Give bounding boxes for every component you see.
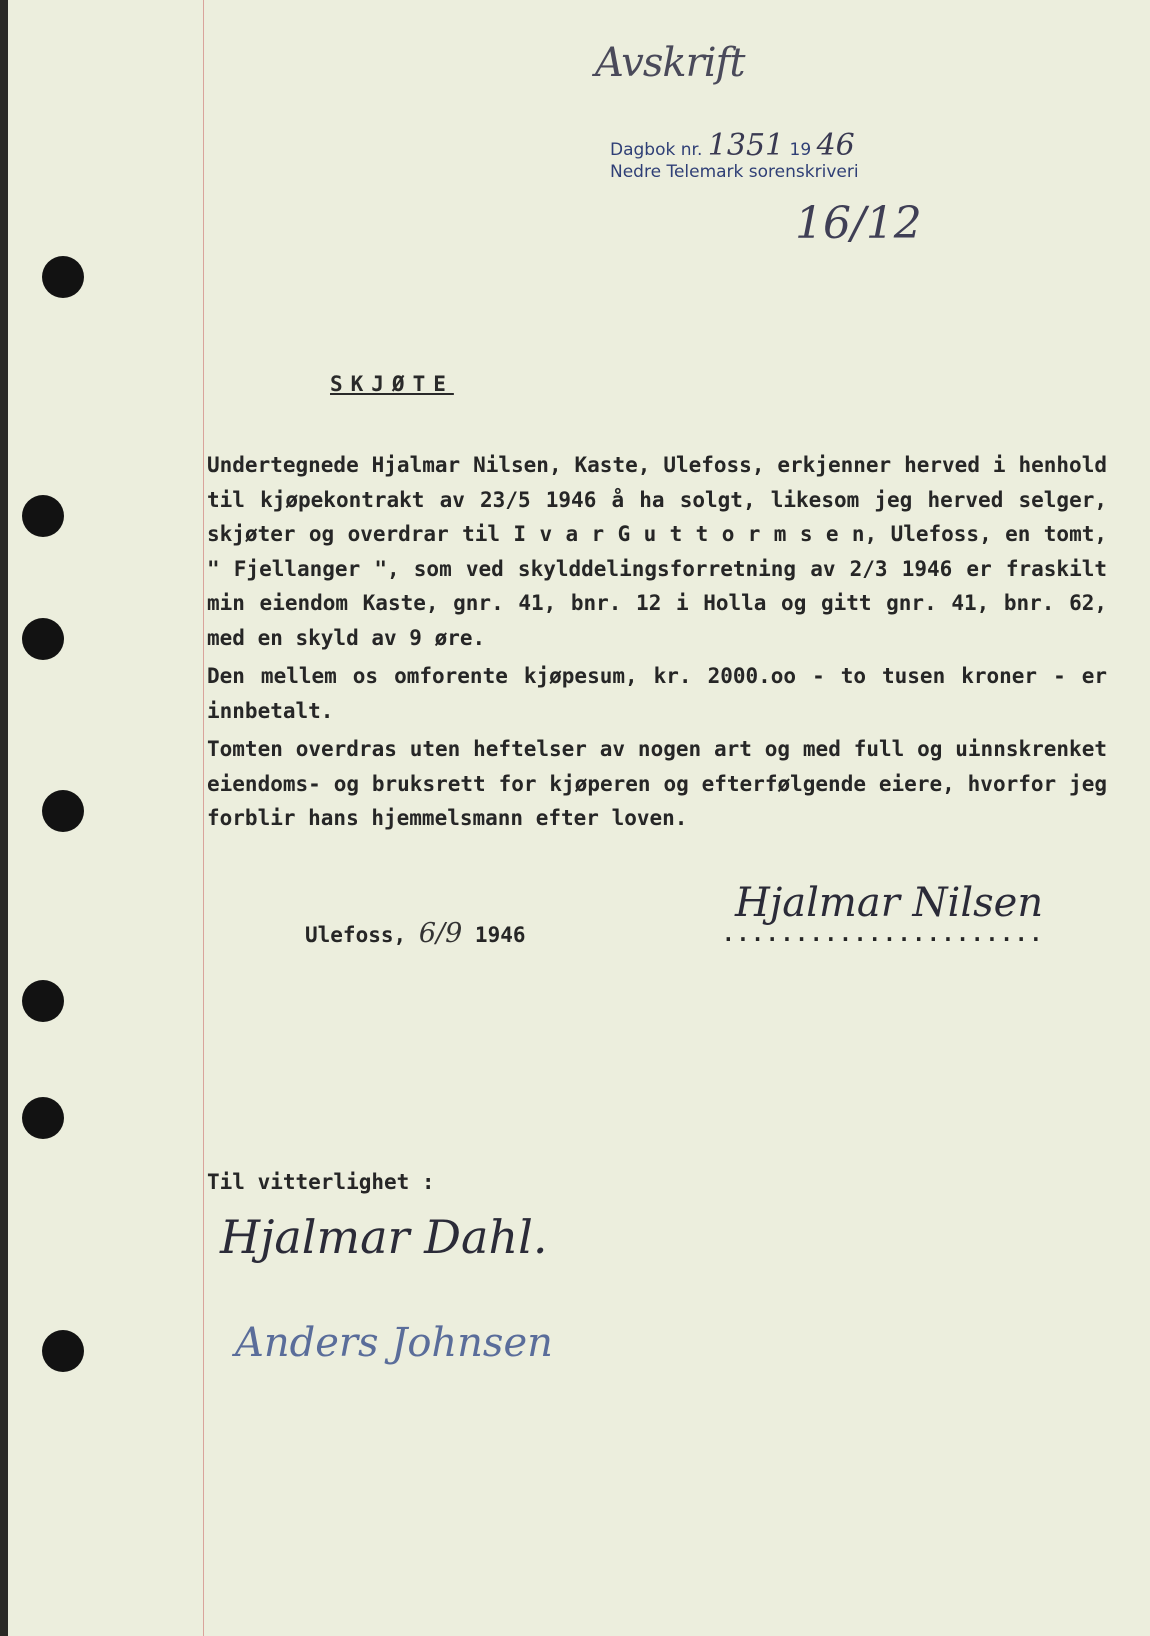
punch-hole [42,790,84,832]
handwritten-day-month: 6/9 [418,918,463,949]
witness-signature-1: Hjalmar Dahl. [220,1210,548,1264]
document-body [207,448,1107,840]
witness-signature-2: Anders Johnsen [235,1320,553,1366]
signature-line: ...................... [722,922,1045,946]
stamp-dagbok-label: Dagbok nr. [610,140,703,160]
paragraph-1: Undertegnede Hjalmar Nilsen, Kaste, Ulefoss, erkjenner herved i henhold til kjøpekontrakt av 23/5 1946 å ha solgt, likesom jeg herved selger, skjøter og overdrar til I v a r G u t t o r m s e n, Ulefoss, en tomt, " Fjellanger ", som ved skylddelingsforretning av 2/3 1946 er fraskilt min eiendom Kaste, gnr. 41, bnr. 12 i Holla og gitt gnr. 41, bnr. 62, med en skyld av 9 øre. [207,453,1107,650]
year: 1946 [474,923,526,947]
place: Ulefoss, [305,923,407,947]
registry-stamp [610,128,859,183]
scan-edge [0,0,8,1636]
stamp-dagbok-number: 1351 [707,128,785,163]
stamp-office: Nedre Telemark sorenskriveri [610,162,859,182]
punch-hole [42,1330,84,1372]
punch-hole [22,1097,64,1139]
punch-hole [22,495,64,537]
punch-hole [42,256,84,298]
paragraph-3: Tomten overdras uten heftelser av nogen art og med full og uinnskrenket eiendoms- og bruksrett for kjøperen og efterfølgende eiere, hvorfor jeg forblir hans hjemmelsmann efter loven. [207,737,1107,830]
punch-hole [22,980,64,1022]
punch-hole [22,618,64,660]
seller-signature: Hjalmar Nilsen [735,880,1044,926]
handwritten-date: 16/12 [795,198,922,249]
stamp-year-suffix: 46 [816,128,855,163]
document-title: SKJØTE [330,372,454,396]
witness-label: Til vitterlighet : [207,1170,435,1194]
annotation-avskrift: Avskrift [595,40,745,86]
stamp-year-prefix: 19 [789,140,812,160]
paragraph-2: Den mellem os omforente kjøpesum, kr. 2000.oo - to tusen kroner - er innbetalt. [207,664,1107,723]
place-date-line [305,918,526,949]
margin-line [203,0,204,1636]
